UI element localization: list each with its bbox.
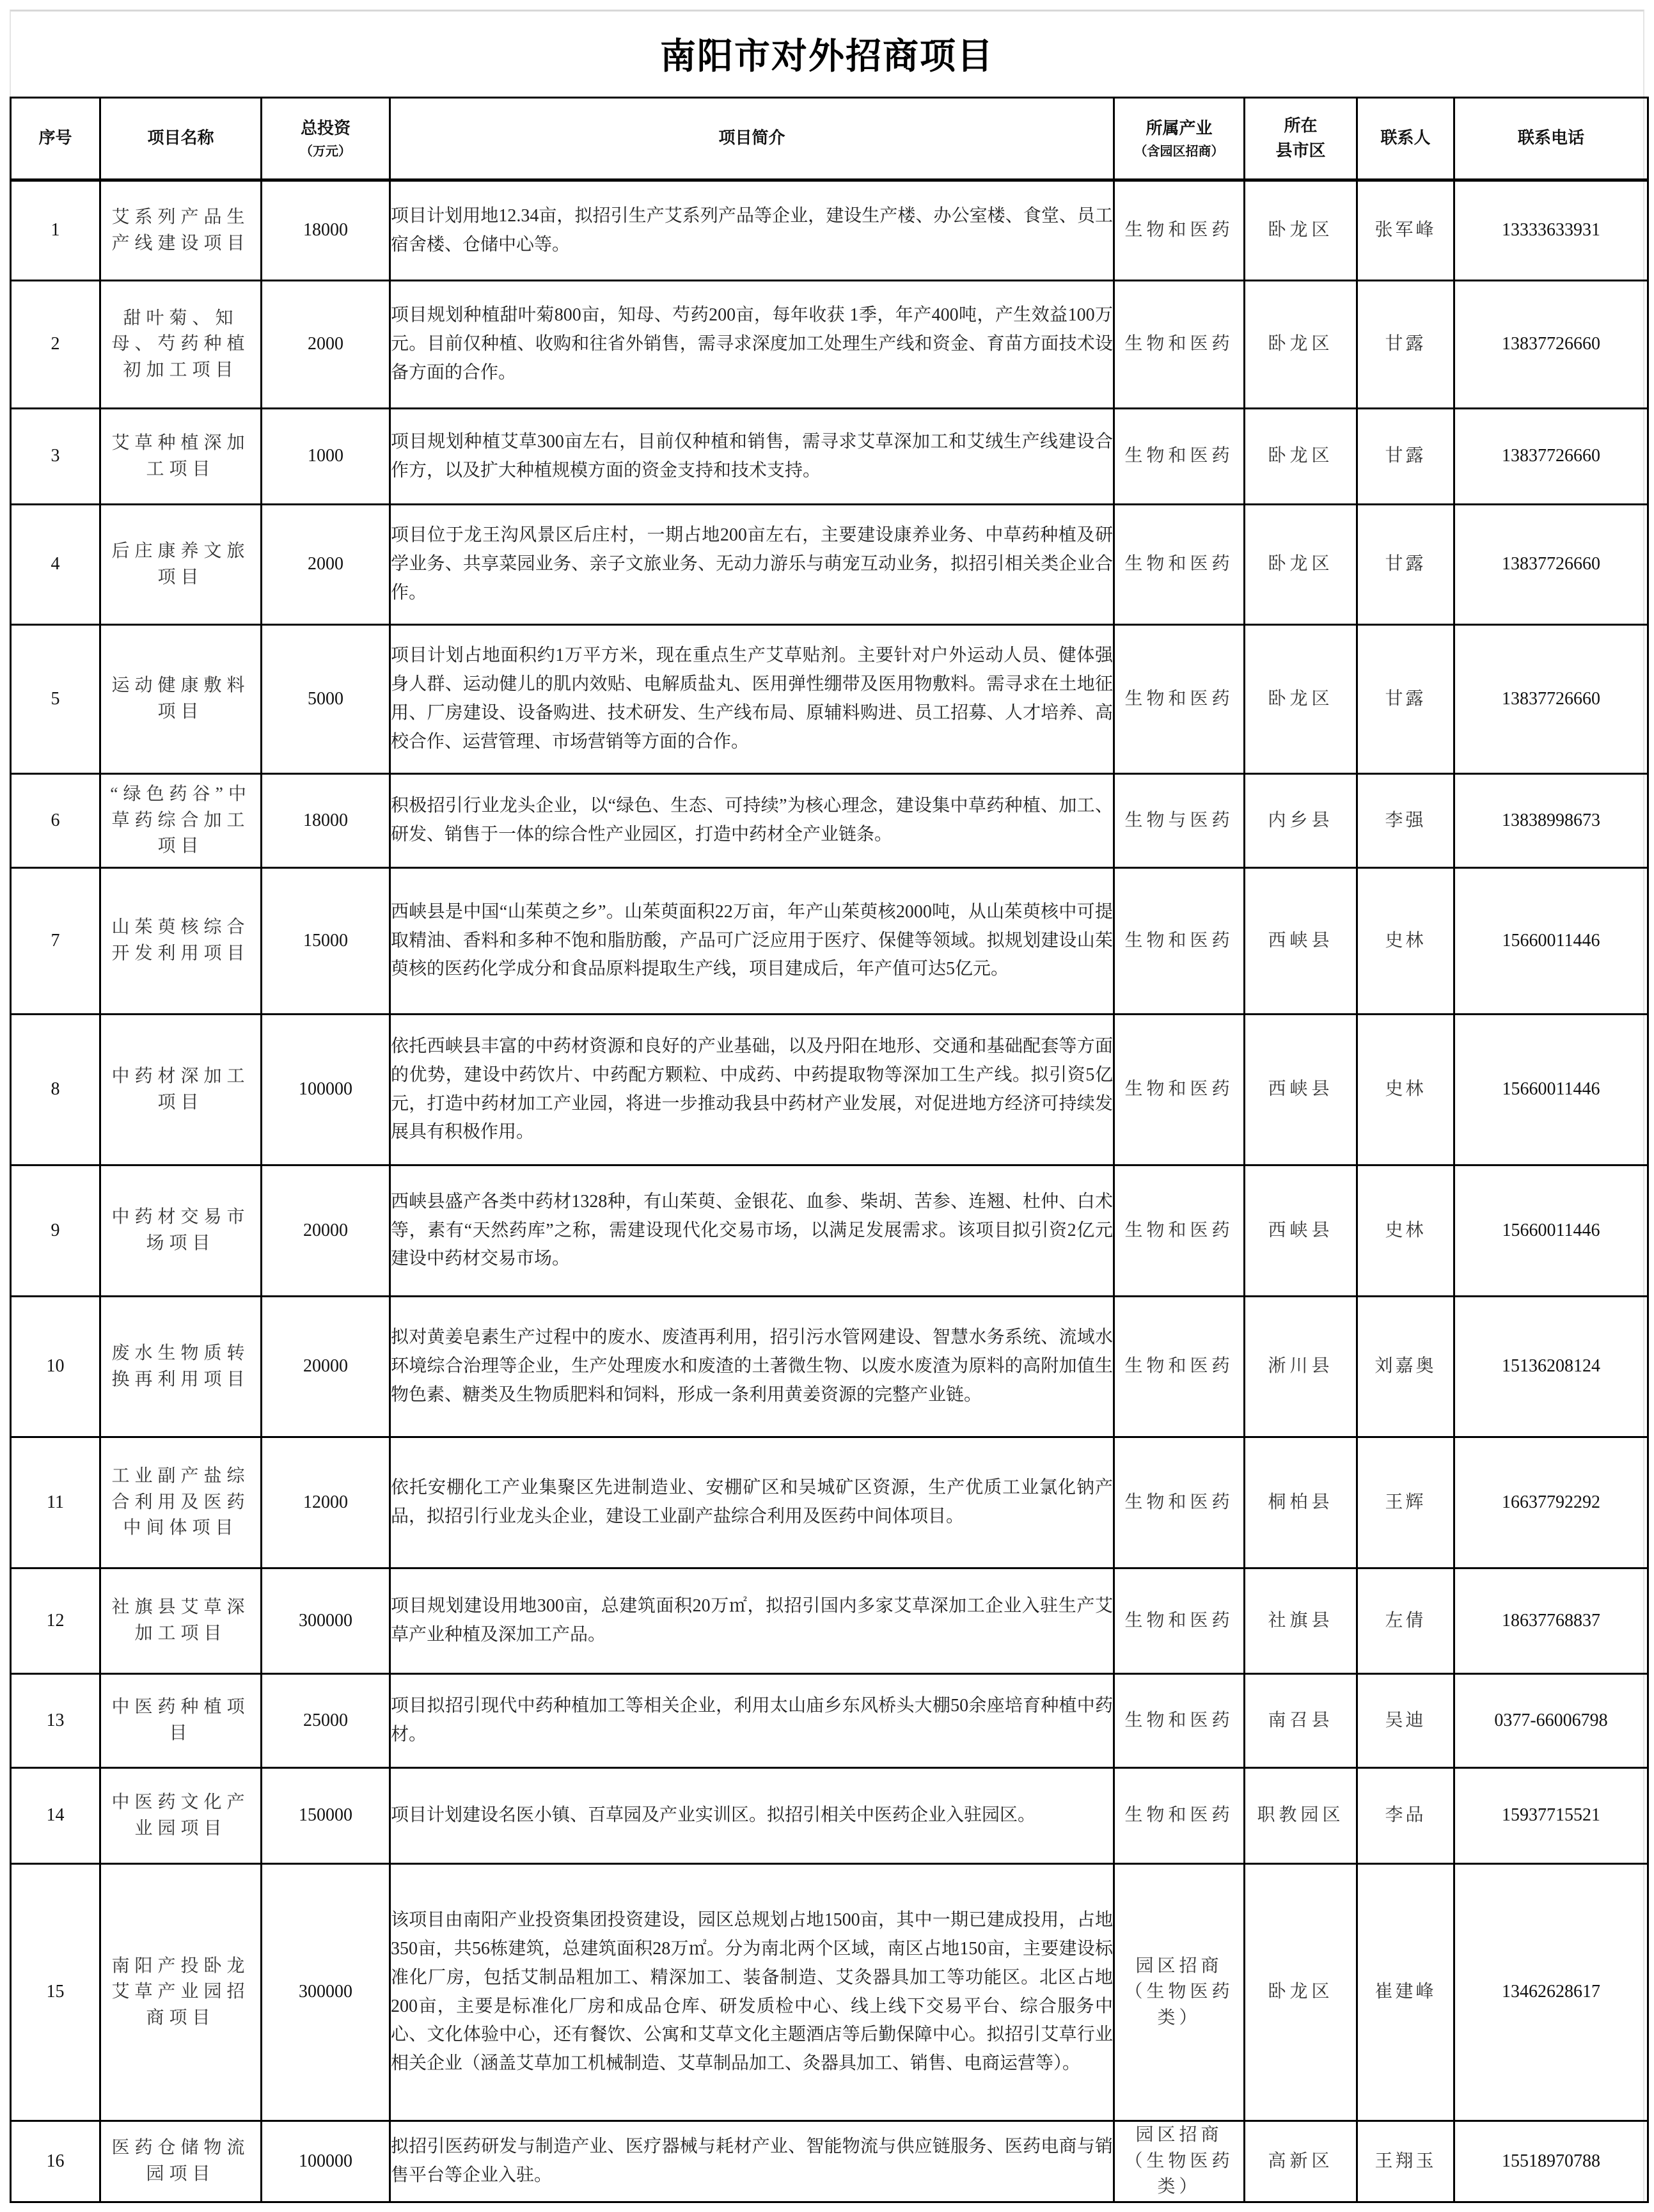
row-investment: 5000: [262, 625, 390, 774]
row-industry: 生物和医药: [1114, 180, 1245, 281]
row-project-name: 南阳产投卧龙艾草产业园招商项目: [100, 1864, 262, 2121]
row-phone: 13837726660: [1454, 281, 1648, 409]
row-industry: 生物和医药: [1114, 1674, 1245, 1768]
row-investment: 300000: [262, 1864, 390, 2121]
row-description: 项目规划种植艾草300亩左右，目前仅种植和销售，需寻求艾草深加工和艾绒生产线建设合作方，以及扩大种植规模方面的资金支持和技术支持。: [390, 409, 1114, 505]
table-row: [11, 774, 1648, 868]
table-row: [11, 1768, 1648, 1864]
row-phone: 15660011446: [1454, 1165, 1648, 1297]
row-contact: 李品: [1357, 1768, 1454, 1864]
row-contact: 张军峰: [1357, 180, 1454, 281]
row-project-name: 运动健康敷料项目: [100, 625, 262, 774]
row-index: 6: [11, 774, 100, 868]
row-county: 高新区: [1245, 2121, 1357, 2202]
row-project-name: 医药仓储物流园项目: [100, 2121, 262, 2202]
row-index: 3: [11, 409, 100, 505]
row-phone: 18637768837: [1454, 1568, 1648, 1674]
row-contact: 史林: [1357, 1165, 1454, 1297]
row-contact: 甘露: [1357, 505, 1454, 625]
header-industry-sub: （含园区招商）: [1134, 143, 1224, 159]
row-investment: 18000: [262, 774, 390, 868]
row-county: 淅川县: [1245, 1297, 1357, 1437]
table-row: [11, 1864, 1648, 2121]
header-contact: 联系人: [1357, 98, 1454, 180]
row-county: 内乡县: [1245, 774, 1357, 868]
row-county: 卧龙区: [1245, 625, 1357, 774]
row-county: 卧龙区: [1245, 281, 1357, 409]
row-description: 项目计划占地面积约1万平方米，现在重点生产艾草贴剂。主要针对户外运动人员、健体强身人群、运动健儿的肌内效贴、电解质盐丸、医用弹性绷带及医用物敷料。需寻求在土地征用、厂房建设、设备购进、技术研发、生产线布局、原辅料购进、员工招募、人才培养、高校合作、运营管理、市场营销等方面的合作。: [390, 625, 1114, 774]
row-industry: 生物和医药: [1114, 1165, 1245, 1297]
header-industry: [1114, 98, 1245, 180]
row-description: 项目计划建设名医小镇、百草园及产业实训区。拟招引相关中医药企业入驻园区。: [390, 1768, 1114, 1864]
row-index: 16: [11, 2121, 100, 2202]
header-name: 项目名称: [100, 98, 262, 180]
table-row: [11, 625, 1648, 774]
row-investment: 150000: [262, 1768, 390, 1864]
row-description: 拟对黄姜皂素生产过程中的废水、废渣再利用，招引污水管网建设、智慧水务系统、流域水环境综合治理等企业，生产处理废水和废渣的土著微生物、以废水废渣为原料的高附加值生物色素、糖类及生物质肥料和饲料，形成一条利用黄姜资源的完整产业链。: [390, 1297, 1114, 1437]
row-index: 9: [11, 1165, 100, 1297]
row-county: 南召县: [1245, 1674, 1357, 1768]
row-description: 西峡县是中国“山茱萸之乡”。山茱萸面积22万亩，年产山茱萸核2000吨，从山茱萸核中可提取精油、香料和多种不饱和脂肪酸，产品可广泛应用于医疗、保健等领域。拟规划建设山茱萸核的医药化学成分和食品原料提取生产线，项目建成后，年产值可达5亿元。: [390, 868, 1114, 1015]
row-index: 14: [11, 1768, 100, 1864]
row-index: 8: [11, 1015, 100, 1165]
row-phone: 13333633931: [1454, 180, 1648, 281]
header-row: [11, 98, 1648, 180]
row-description: 项目拟招引现代中药种植加工等相关企业，利用太山庙乡东风桥头大棚50余座培育种植中药材。: [390, 1674, 1114, 1768]
row-investment: 300000: [262, 1568, 390, 1674]
row-investment: 25000: [262, 1674, 390, 1768]
row-description: 积极招引行业龙头企业，以“绿色、生态、可持续”为核心理念，建设集中草药种植、加工、研发、销售于一体的综合性产业园区，打造中药材全产业链条。: [390, 774, 1114, 868]
row-phone: 13838998673: [1454, 774, 1648, 868]
row-county: 卧龙区: [1245, 505, 1357, 625]
row-index: 15: [11, 1864, 100, 2121]
row-contact: 甘露: [1357, 281, 1454, 409]
row-project-name: 工业副产盐综合利用及医药中间体项目: [100, 1437, 262, 1568]
header-county: [1245, 98, 1357, 180]
table-row: [11, 1297, 1648, 1437]
header-investment-label: 总投资: [300, 119, 350, 138]
row-industry: 生物和医药: [1114, 281, 1245, 409]
row-investment: 2000: [262, 505, 390, 625]
row-county: 桐柏县: [1245, 1437, 1357, 1568]
row-description: 依托西峡县丰富的中药材资源和良好的产业基础，以及丹阳在地形、交通和基础配套等方面的优势，建设中药饮片、中药配方颗粒、中成药、中药提取物等深加工生产线。拟引资5亿元，打造中药材加工产业园，将进一步推动我县中药材产业发展，对促进地方经济可持续发展具有积极作用。: [390, 1015, 1114, 1165]
row-contact: 史林: [1357, 1015, 1454, 1165]
row-project-name: 废水生物质转换再利用项目: [100, 1297, 262, 1437]
row-project-name: 中医药文化产业园项目: [100, 1768, 262, 1864]
row-contact: 王辉: [1357, 1437, 1454, 1568]
row-industry: 生物和医药: [1114, 1437, 1245, 1568]
row-index: 12: [11, 1568, 100, 1674]
header-index: 序号: [11, 98, 100, 180]
table-row: [11, 2121, 1648, 2202]
row-industry: 生物和医药: [1114, 409, 1245, 505]
row-industry: 生物和医药: [1114, 868, 1245, 1015]
row-investment: 15000: [262, 868, 390, 1015]
table-row: [11, 281, 1648, 409]
row-contact: 刘嘉奥: [1357, 1297, 1454, 1437]
row-county: 西峡县: [1245, 1015, 1357, 1165]
row-county: 西峡县: [1245, 868, 1357, 1015]
row-county: 卧龙区: [1245, 180, 1357, 281]
row-investment: 12000: [262, 1437, 390, 1568]
row-phone: 13462628617: [1454, 1864, 1648, 2121]
row-description: 项目规划种植甜叶菊800亩，知母、芍药200亩，每年收获 1季，年产400吨，产生效益100万元。目前仅种植、收购和往省外销售，需寻求深度加工处理生产线和资金、育苗方面技术设备方面的合作。: [390, 281, 1114, 409]
row-description: 拟招引医药研发与制造产业、医疗器械与耗材产业、智能物流与供应链服务、医药电商与销售平台等企业入驻。: [390, 2121, 1114, 2202]
row-project-name: 后庄康养文旅项目: [100, 505, 262, 625]
table-row: [11, 1015, 1648, 1165]
row-index: 2: [11, 281, 100, 409]
row-industry: 生物和医药: [1114, 1297, 1245, 1437]
row-investment: 20000: [262, 1297, 390, 1437]
table-row: [11, 1674, 1648, 1768]
row-county: 卧龙区: [1245, 409, 1357, 505]
row-phone: 13837726660: [1454, 625, 1648, 774]
row-index: 11: [11, 1437, 100, 1568]
row-county: 社旗县: [1245, 1568, 1357, 1674]
row-phone: 15660011446: [1454, 868, 1648, 1015]
header-phone: 联系电话: [1454, 98, 1648, 180]
header-county-line1: 所在: [1284, 116, 1318, 136]
row-industry: 生物和医药: [1114, 1015, 1245, 1165]
header-description: 项目简介: [390, 98, 1114, 180]
row-phone: 13837726660: [1454, 409, 1648, 505]
header-investment-unit: （万元）: [300, 143, 351, 159]
row-contact: 崔建峰: [1357, 1864, 1454, 2121]
table-row: [11, 180, 1648, 281]
row-contact: 吴迪: [1357, 1674, 1454, 1768]
row-description: 依托安棚化工产业集聚区先进制造业、安棚矿区和吴城矿区资源，生产优质工业氯化钠产品，拟招引行业龙头企业，建设工业副产盐综合利用及医药中间体项目。: [390, 1437, 1114, 1568]
row-description: 项目计划用地12.34亩，拟招引生产艾系列产品等企业，建设生产楼、办公室楼、食堂、员工宿舍楼、仓储中心等。: [390, 180, 1114, 281]
row-phone: 16637792292: [1454, 1437, 1648, 1568]
table-row: [11, 1437, 1648, 1568]
row-industry: 园区招商（生物医药类）: [1114, 2121, 1245, 2202]
header-county-line2: 县市区: [1275, 141, 1326, 161]
row-description: 该项目由南阳产业投资集团投资建设，园区总规划占地1500亩，其中一期已建成投用，占地350亩，共56栋建筑，总建筑面积28万㎡。分为南北两个区域，南区占地150亩，主要建设标准化厂房，包括艾制品粗加工、精深加工、装备制造、艾灸器具加工等功能区。北区占地200亩，主要是标准化厂房和成品仓库、研发质检中心、线上线下交易平台、综合服务中心、文化体验中心，还有餐饮、公寓和艾草文化主题酒店等后勤保障中心。拟招引艾草行业相关企业（涵盖艾草加工机械制造、艾草制品加工、灸器具加工、销售、电商运营等）。: [390, 1864, 1114, 2121]
row-index: 4: [11, 505, 100, 625]
row-investment: 18000: [262, 180, 390, 281]
row-index: 13: [11, 1674, 100, 1768]
row-project-name: 中药材交易市场项目: [100, 1165, 262, 1297]
row-contact: 史林: [1357, 868, 1454, 1015]
row-project-name: 山茱萸核综合开发利用项目: [100, 868, 262, 1015]
row-contact: 甘露: [1357, 625, 1454, 774]
row-investment: 100000: [262, 2121, 390, 2202]
row-description: 项目位于龙王沟风景区后庄村，一期占地200亩左右，主要建设康养业务、中草药种植及研学业务、共享菜园业务、亲子文旅业务、无动力游乐与萌宠互动业务，拟招引相关类企业合作。: [390, 505, 1114, 625]
row-investment: 20000: [262, 1165, 390, 1297]
row-industry: 生物和医药: [1114, 1568, 1245, 1674]
row-project-name: 艾草种植深加工项目: [100, 409, 262, 505]
row-project-name: 中医药种植项目: [100, 1674, 262, 1768]
row-description: 西峡县盛产各类中药材1328种，有山茱萸、金银花、血参、柴胡、苦参、连翘、杜仲、白术等，素有“天然药库”之称，需建设现代化交易市场，以满足发展需求。该项目拟引资2亿元建设中药材交易市场。: [390, 1165, 1114, 1297]
row-investment: 1000: [262, 409, 390, 505]
row-phone: 13837726660: [1454, 505, 1648, 625]
row-index: 10: [11, 1297, 100, 1437]
table-row: [11, 505, 1648, 625]
row-index: 7: [11, 868, 100, 1015]
row-phone: 15136208124: [1454, 1297, 1648, 1437]
row-project-name: 中药材深加工项目: [100, 1015, 262, 1165]
row-industry: 生物和医药: [1114, 1768, 1245, 1864]
row-project-name: 甜叶菊、知母、芍药种植初加工项目: [100, 281, 262, 409]
page-title: 南阳市对外招商项目: [660, 35, 994, 77]
header-investment: [262, 98, 390, 180]
table-row: [11, 1165, 1648, 1297]
row-investment: 2000: [262, 281, 390, 409]
row-industry: 园区招商（生物医药类）: [1114, 1864, 1245, 2121]
row-industry: 生物和医药: [1114, 625, 1245, 774]
row-project-name: 艾系列产品生产线建设项目: [100, 180, 262, 281]
row-industry: 生物和医药: [1114, 505, 1245, 625]
row-contact: 左倩: [1357, 1568, 1454, 1674]
row-phone: 0377-66006798: [1454, 1674, 1648, 1768]
row-contact: 李强: [1357, 774, 1454, 868]
table-row: [11, 868, 1648, 1015]
row-contact: 甘露: [1357, 409, 1454, 505]
row-industry: 生物与医药: [1114, 774, 1245, 868]
row-contact: 王翔玉: [1357, 2121, 1454, 2202]
projects-table: [10, 97, 1649, 2203]
row-investment: 100000: [262, 1015, 390, 1165]
row-index: 1: [11, 180, 100, 281]
row-description: 项目规划建设用地300亩，总建筑面积20万㎡，拟招引国内多家艾草深加工企业入驻生产艾草产业种植及深加工产品。: [390, 1568, 1114, 1674]
row-phone: 15518970788: [1454, 2121, 1648, 2202]
row-project-name: 社旗县艾草深加工项目: [100, 1568, 262, 1674]
row-county: 职教园区: [1245, 1768, 1357, 1864]
row-county: 西峡县: [1245, 1165, 1357, 1297]
row-phone: 15660011446: [1454, 1015, 1648, 1165]
header-industry-label: 所属产业: [1146, 119, 1213, 138]
table-row: [11, 1568, 1648, 1674]
row-county: 卧龙区: [1245, 1864, 1357, 2121]
table-row: [11, 409, 1648, 505]
row-project-name: “绿色药谷”中草药综合加工项目: [100, 774, 262, 868]
row-index: 5: [11, 625, 100, 774]
row-phone: 15937715521: [1454, 1768, 1648, 1864]
